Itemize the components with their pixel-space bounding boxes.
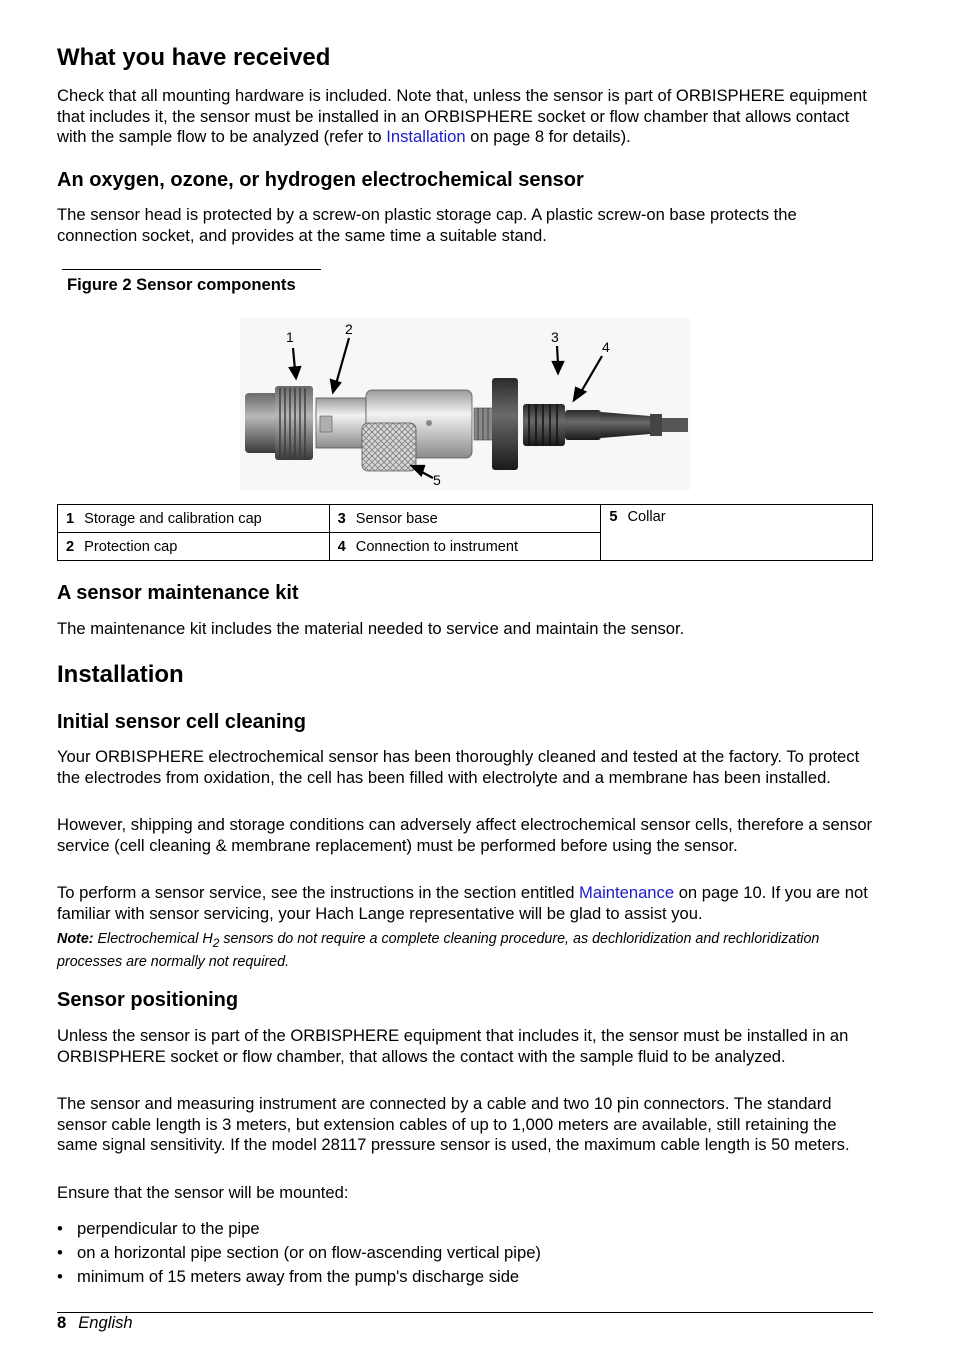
- legend-cell: [329, 505, 601, 533]
- cleaning-paragraph-2: However, shipping and storage conditions can adversely affect electrochemical sensor cells, therefore a sensor service (cell cleaning & membrane replacement) must be performed before using the sensor.: [57, 815, 873, 855]
- cleaning-p3-text-1: To perform a sensor service, see the instructions in the section entitled: [57, 883, 580, 902]
- callout-3: 3: [551, 329, 559, 345]
- list-item-text: perpendicular to the pipe: [77, 1219, 260, 1238]
- list-item: [57, 1265, 541, 1289]
- cleaning-paragraph-1: Your ORBISPHERE electrochemical sensor has been thoroughly cleaned and tested at the factory. To protect the electrodes from oxidation, the cell has been filled with electrolyte and a membrane has been installed.: [57, 747, 860, 787]
- received-intro: [57, 86, 873, 148]
- sensor-description: The sensor head is protected by a screw-on plastic storage cap. A plastic screw-on base protects the connection socket, and provides at the same time a suitable stand.: [57, 205, 797, 245]
- subsection-title-kit: A sensor maintenance kit: [57, 582, 299, 604]
- collar-illustration: [362, 423, 416, 471]
- positioning-paragraph-2: The sensor and measuring instrument are connected by a cable and two 10 pin connectors. The standard sensor cable length is 3 meters, but extension cables of up to 1,000 meters are available, still retaining the same signal sensitivity. If the model 28117 pressure sensor is used, the maximum cable length is 50 meters.: [57, 1094, 850, 1155]
- note-text-2: sensors do not require a complete cleaning procedure, as dechloridization and rechloridization processes are normally not required.: [57, 931, 820, 970]
- figure-caption: Figure 2 Sensor components: [67, 275, 296, 294]
- legend-label: Collar: [627, 509, 666, 525]
- list-item-text: minimum of 15 meters away from the pump's discharge side: [77, 1267, 520, 1286]
- bullet-marker: •: [57, 1219, 63, 1238]
- note-subscript: 2: [212, 935, 220, 950]
- list-item: [57, 1217, 541, 1241]
- cleaning-paragraph-3: [57, 883, 873, 924]
- list-item: [57, 1241, 541, 1265]
- subsection-title-cleaning: Initial sensor cell cleaning: [57, 711, 306, 733]
- footer-language: English: [78, 1313, 133, 1332]
- legend-label: Protection cap: [84, 538, 178, 555]
- legend-label: Connection to instrument: [355, 538, 519, 555]
- figure-rule: [62, 269, 321, 270]
- callout-2: 2: [345, 321, 353, 337]
- mounting-requirements-list: [57, 1217, 541, 1289]
- bullet-marker: •: [57, 1243, 63, 1262]
- legend-row: [58, 505, 873, 533]
- cleaning-note: [57, 930, 873, 972]
- legend-cell: [58, 533, 330, 561]
- note-label: Note:: [57, 931, 94, 947]
- section-title-received: What you have received: [57, 44, 331, 71]
- cleaning-p3-text-2: on page 10. If you are not familiar with sensor servicing, your Hach Lange representative will be glad to assist you.: [57, 883, 868, 923]
- callout-4: 4: [602, 339, 610, 355]
- maintenance-link[interactable]: Maintenance: [579, 883, 675, 902]
- received-intro-text-1: Check that all mounting hardware is included. Note that, unless the sensor is part of ORBISPHERE equipment that includes it, the sensor must be installed in an ORBISPHERE socket or flow chamber that allows contact with the sample flow to be analyzed (refer to: [57, 86, 867, 147]
- page-number: 8: [57, 1313, 67, 1332]
- note-text-1: Electrochemical H: [93, 931, 213, 947]
- storage-cap-illustration: [245, 386, 313, 460]
- legend-cell: [58, 505, 330, 533]
- kit-description: The maintenance kit includes the material needed to service and maintain the sensor.: [57, 619, 685, 638]
- bullet-marker: •: [57, 1267, 63, 1286]
- list-item-text: on a horizontal pipe section (or on flow-ascending vertical pipe): [77, 1243, 541, 1262]
- positioning-paragraph-3: Ensure that the sensor will be mounted:: [57, 1183, 349, 1202]
- subsection-title-sensor: An oxygen, ozone, or hydrogen electrochemical sensor: [57, 169, 584, 191]
- installation-link[interactable]: Installation: [386, 127, 466, 147]
- section-title-installation: Installation: [57, 661, 184, 688]
- legend-number: 4: [337, 538, 346, 555]
- legend-cell: [601, 505, 873, 561]
- legend-number: 5: [609, 509, 618, 525]
- legend-label: Sensor base: [355, 510, 438, 527]
- legend-number: 2: [66, 538, 75, 555]
- figure-legend-table: [57, 504, 873, 561]
- footer-rule: [57, 1312, 873, 1313]
- legend-number: 1: [66, 510, 75, 527]
- legend-number: 3: [337, 510, 346, 527]
- subsection-title-positioning: Sensor positioning: [57, 989, 239, 1011]
- received-intro-text-2: on page 8 for details).: [465, 127, 631, 147]
- sensor-components-figure: [240, 318, 690, 490]
- callout-5: 5: [433, 472, 441, 488]
- legend-cell: [329, 533, 601, 561]
- positioning-paragraph-1: Unless the sensor is part of the ORBISPHERE equipment that includes it, the sensor must be installed in an ORBISPHERE socket or flow chamber, that allows the contact with the sample fluid to be analyzed.: [57, 1026, 849, 1066]
- page-footer: [57, 1313, 133, 1333]
- callout-1: 1: [286, 329, 294, 345]
- legend-label: Storage and calibration cap: [84, 510, 262, 527]
